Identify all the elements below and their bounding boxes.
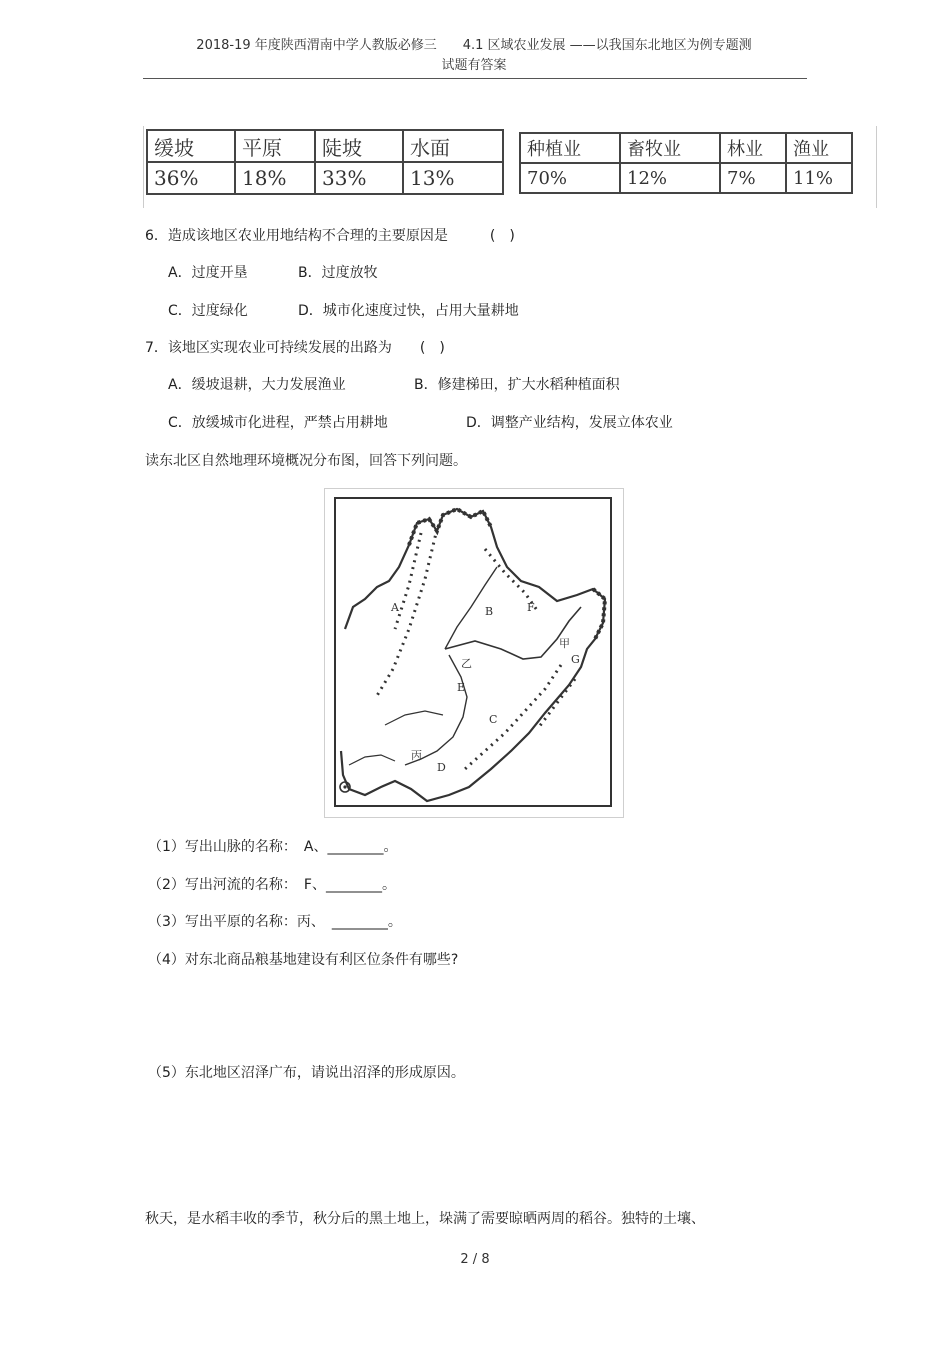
table-cell: 渔业 [786, 133, 852, 163]
table-cell: 11% [786, 163, 852, 193]
question-6-stem: 6．造成该地区农业用地结构不合理的主要原因是 ( ) [145, 228, 515, 244]
table-cell: 林业 [720, 133, 786, 163]
question-7-option-b: B．修建梯田，扩大水稻种植面积 [414, 377, 620, 393]
table-cell: 缓坡 [147, 130, 235, 162]
industry-share-table [519, 132, 853, 194]
region-outline [341, 509, 605, 801]
header-rule [143, 78, 807, 79]
table-cell: 18% [235, 162, 315, 194]
river [349, 755, 395, 765]
table-row [520, 163, 852, 193]
table-cell: 13% [403, 162, 503, 194]
table-cell: 种植业 [520, 133, 620, 163]
sub-question-2: （2）写出河流的名称： F、________。 [148, 877, 396, 893]
closing-paragraph: 秋天，是水稻丰收的季节，秋分后的黑土地上，垛满了需要晾晒两周的稻谷。独特的土壤、 [145, 1211, 705, 1227]
question-6-option-a: A．过度开垦 [168, 265, 248, 281]
table-cell: 12% [620, 163, 720, 193]
page-header [140, 36, 808, 76]
river [385, 711, 443, 725]
map-border [335, 498, 611, 806]
northeast-region-map [324, 488, 624, 818]
header-line-2: 试题有答案 [441, 58, 507, 73]
question-7-option-c: C．放缓城市化进程，严禁占用耕地 [168, 415, 388, 431]
table-cell: 水面 [403, 130, 503, 162]
question-7-stem: 7．该地区实现农业可持续发展的出路为 ( ) [145, 340, 445, 356]
header-line-1: 2018-19 年度陕西渭南中学人教版必修三 4.1 区域农业发展 ——以我国东北地区为例专题测 [196, 38, 752, 53]
map-label-c: C [489, 713, 498, 726]
map-label-e: E [457, 681, 466, 694]
table-strip-right-edge [876, 126, 877, 208]
mountain-range-c [539, 679, 575, 727]
question-6-option-c: C．过度绿化 [168, 303, 248, 319]
map-intro-text: 读东北区自然地理环境概况分布图，回答下列问题。 [145, 453, 467, 469]
question-6-option-d: D．城市化速度过快，占用大量耕地 [298, 303, 519, 319]
map-label-yi: 乙 [461, 657, 472, 670]
map-label-g: G [571, 653, 580, 666]
sub-question-1: （1）写出山脉的名称： A、________。 [148, 839, 398, 855]
mountain-range-c [465, 665, 561, 769]
table-row [147, 130, 503, 162]
map-label-a: A [391, 601, 399, 614]
sub-question-5: （5）东北地区沼泽广布，请说出沼泽的形成原因。 [148, 1065, 465, 1081]
question-7-option-d: D．调整产业结构，发展立体农业 [466, 415, 673, 431]
page-number: 2 / 8 [460, 1252, 490, 1267]
national-border [409, 509, 491, 545]
map-label-bing: 丙 [411, 749, 422, 762]
table-cell: 7% [720, 163, 786, 193]
table-cell: 畜牧业 [620, 133, 720, 163]
map-label-f: F [527, 601, 535, 614]
mountain-range-a [375, 529, 437, 699]
map-label-b: B [485, 605, 494, 618]
national-border [593, 589, 605, 639]
table-cell: 36% [147, 162, 235, 194]
table-strip-left-edge [143, 126, 144, 208]
table-cell: 平原 [235, 130, 315, 162]
map-label-d: D [437, 761, 446, 774]
table-cell: 陡坡 [315, 130, 403, 162]
table-row [147, 162, 503, 194]
map-label-jia: 甲 [559, 637, 570, 650]
sub-question-4: （4）对东北商品粮基地建设有利区位条件有哪些? [148, 952, 459, 968]
city-marker-icon [343, 785, 346, 788]
question-6-option-b: B．过度放牧 [298, 265, 378, 281]
land-use-table [146, 129, 504, 195]
table-cell: 70% [520, 163, 620, 193]
question-7-option-a: A．缓坡退耕，大力发展渔业 [168, 377, 346, 393]
table-cell: 33% [315, 162, 403, 194]
sub-question-3: （3）写出平原的名称：丙、 ________。 [148, 914, 402, 930]
table-row [520, 133, 852, 163]
